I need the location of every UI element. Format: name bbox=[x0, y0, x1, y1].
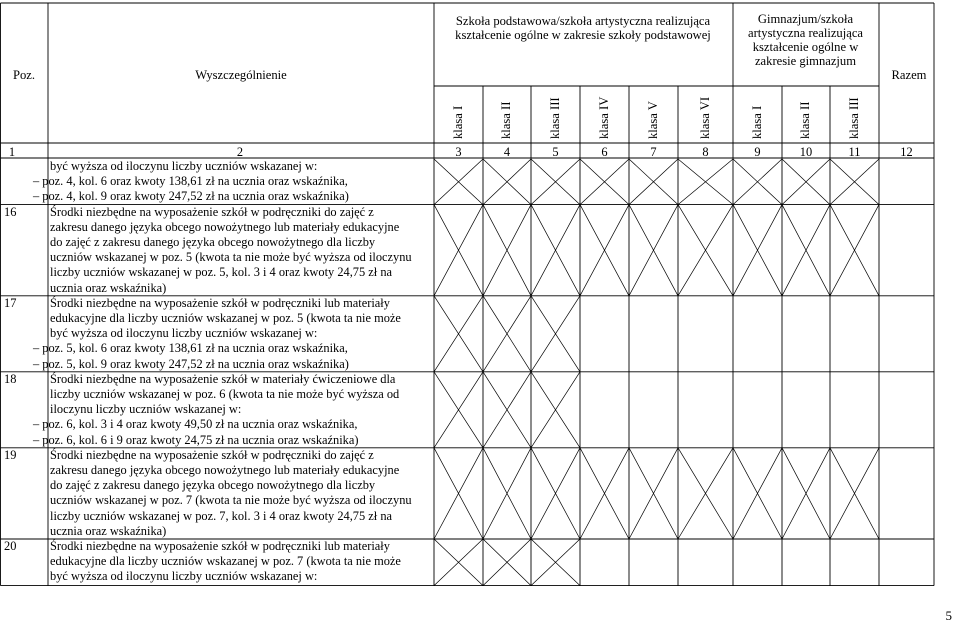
row-poz-3: 18 bbox=[4, 371, 17, 386]
header-wyszczegolnienie: Wyszczególnienie bbox=[195, 68, 287, 82]
row-2-line-1: edukacyjne dla liczby uczniów wskazanej w poz. 5 (kwota ta nie może bbox=[50, 311, 401, 325]
column-number-9: 9 bbox=[754, 145, 761, 159]
row-4-line-0: Środki niezbędne na wyposażenie szkół w podręczniki do zajęć z bbox=[50, 447, 374, 462]
column-number-2: 2 bbox=[236, 145, 244, 159]
row-4-line-1: zakresu danego języka obcego nowożytnego lub materiały edukacyjne bbox=[50, 463, 400, 477]
row-1-line-4: liczby uczniów wskazanej w poz. 5, kol. 3 i 4 oraz kwoty 24,75 zł na bbox=[50, 265, 393, 280]
row-4-line-2: do zajęć z zakresu danego języka obcego nowożytnego dla liczby bbox=[50, 478, 376, 493]
class-label-4: klasa IV bbox=[596, 96, 611, 139]
row-0-line-1: – poz. 4, kol. 6 oraz kwoty 138,61 zł na ucznia oraz wskaźnika, bbox=[33, 174, 348, 189]
row-0-line-2: – poz. 4, kol. 9 oraz kwoty 247,52 zł na ucznia oraz wskaźnika) bbox=[33, 189, 349, 204]
row-4-line-3: uczniów wskazanej w poz. 7 (kwota ta nie może być wyższa od iloczynu bbox=[50, 493, 412, 508]
column-number-12: 12 bbox=[900, 145, 913, 159]
header-poz: Poz. bbox=[12, 68, 36, 82]
row-1-line-5: ucznia oraz wskaźnika) bbox=[50, 280, 167, 295]
header-szkola-podstawowa bbox=[434, 14, 732, 42]
class-label-6: klasa VI bbox=[697, 96, 712, 139]
column-number-4: 4 bbox=[503, 145, 511, 159]
row-3-line-2: iloczynu liczby uczniów wskazanej w: bbox=[50, 402, 242, 417]
row-1-line-2: do zajęć z zakresu danego języka obcego nowożytnego dla liczby bbox=[50, 235, 376, 249]
row-3-line-1: liczby uczniów wskazanej w poz. 6 (kwota ta nie może być wyższa od bbox=[50, 387, 400, 401]
row-1-line-1: zakresu danego języka obcego nowożytnego lub materiały edukacyjne bbox=[50, 219, 400, 234]
column-number-10: 10 bbox=[799, 145, 813, 159]
row-poz-4: 19 bbox=[4, 447, 17, 462]
column-number-11: 11 bbox=[848, 145, 861, 159]
column-number-3: 3 bbox=[455, 145, 462, 159]
row-2-line-0: Środki niezbędne na wyposażenie szkół w podręczniki lub materiały bbox=[50, 295, 390, 310]
row-3-line-4: – poz. 6, kol. 6 i 9 oraz kwoty 24,75 zł na ucznia oraz wskaźnika) bbox=[33, 432, 359, 447]
class-label-2: klasa II bbox=[499, 101, 513, 139]
row-5-line-1: edukacyjne dla liczby uczniów wskazanej w poz. 7 (kwota ta nie może bbox=[50, 554, 401, 569]
row-5-line-2: być wyższa od iloczynu liczby uczniów wskazanej w: bbox=[50, 569, 318, 584]
class-label-1: klasa I bbox=[450, 105, 465, 139]
column-number-7: 7 bbox=[650, 145, 657, 159]
row-poz-5: 20 bbox=[4, 539, 17, 553]
header-gimnazjum-line-2: artystyczna realizująca bbox=[747, 26, 864, 40]
row-3-line-3: – poz. 6, kol. 3 i 4 oraz kwoty 49,50 zł na ucznia oraz wskaźnika, bbox=[33, 417, 358, 432]
column-number-8: 8 bbox=[702, 145, 709, 159]
row-poz-2: 17 bbox=[4, 295, 17, 310]
row-5-line-0: Środki niezbędne na wyposażenie szkół w podręczniki lub materiały bbox=[50, 539, 390, 553]
header-gimnazjum-line-4: zakresie gimnazjum bbox=[754, 54, 857, 68]
header-razem: Razem bbox=[891, 68, 927, 82]
column-number-6: 6 bbox=[601, 145, 608, 159]
header-gimnazjum-line-3: kształcenie ogólne w bbox=[752, 40, 859, 54]
header-szkola-line-2: kształcenie ogólne w zakresie szkoły podstawowej bbox=[455, 28, 711, 42]
row-2-line-2: być wyższa od iloczynu liczby uczniów wskazanej w: bbox=[50, 326, 318, 341]
page-number: 5 bbox=[945, 608, 952, 623]
row-4-line-5: ucznia oraz wskaźnika) bbox=[50, 523, 167, 538]
header-szkola-line-1: Szkoła podstawowa/szkoła artystyczna realizująca bbox=[455, 14, 711, 28]
row-2-line-4: – poz. 5, kol. 9 oraz kwoty 247,52 zł na ucznia oraz wskaźnika) bbox=[33, 356, 349, 371]
row-1-line-0: Środki niezbędne na wyposażenie szkół w podręczniki do zajęć z bbox=[50, 204, 374, 219]
class-label-9: klasa III bbox=[846, 97, 861, 139]
class-label-8: klasa II bbox=[798, 101, 812, 139]
row-2-line-3: – poz. 5, kol. 6 oraz kwoty 138,61 zł na ucznia oraz wskaźnika, bbox=[33, 341, 348, 356]
class-label-5: klasa V bbox=[645, 101, 660, 139]
class-label-3: klasa III bbox=[547, 97, 562, 139]
class-label-7: klasa I bbox=[749, 105, 764, 139]
row-0-line-0: być wyższa od iloczynu liczby uczniów wskazanej w: bbox=[50, 159, 318, 173]
row-4-line-4: liczby uczniów wskazanej w poz. 7, kol. 3 i 4 oraz kwoty 24,75 zł na bbox=[50, 508, 393, 523]
column-number-5: 5 bbox=[552, 145, 559, 159]
header-gimnazjum bbox=[733, 12, 878, 68]
column-number-1: 1 bbox=[8, 145, 16, 159]
row-1-line-3: uczniów wskazanej w poz. 5 (kwota ta nie może być wyższa od iloczynu bbox=[50, 250, 412, 265]
row-3-line-0: Środki niezbędne na wyposażenie szkół w materiały ćwiczeniowe dla bbox=[50, 371, 396, 386]
row-poz-1: 16 bbox=[4, 204, 17, 219]
header-gimnazjum-line-1: Gimnazjum/szkoła bbox=[757, 12, 854, 26]
